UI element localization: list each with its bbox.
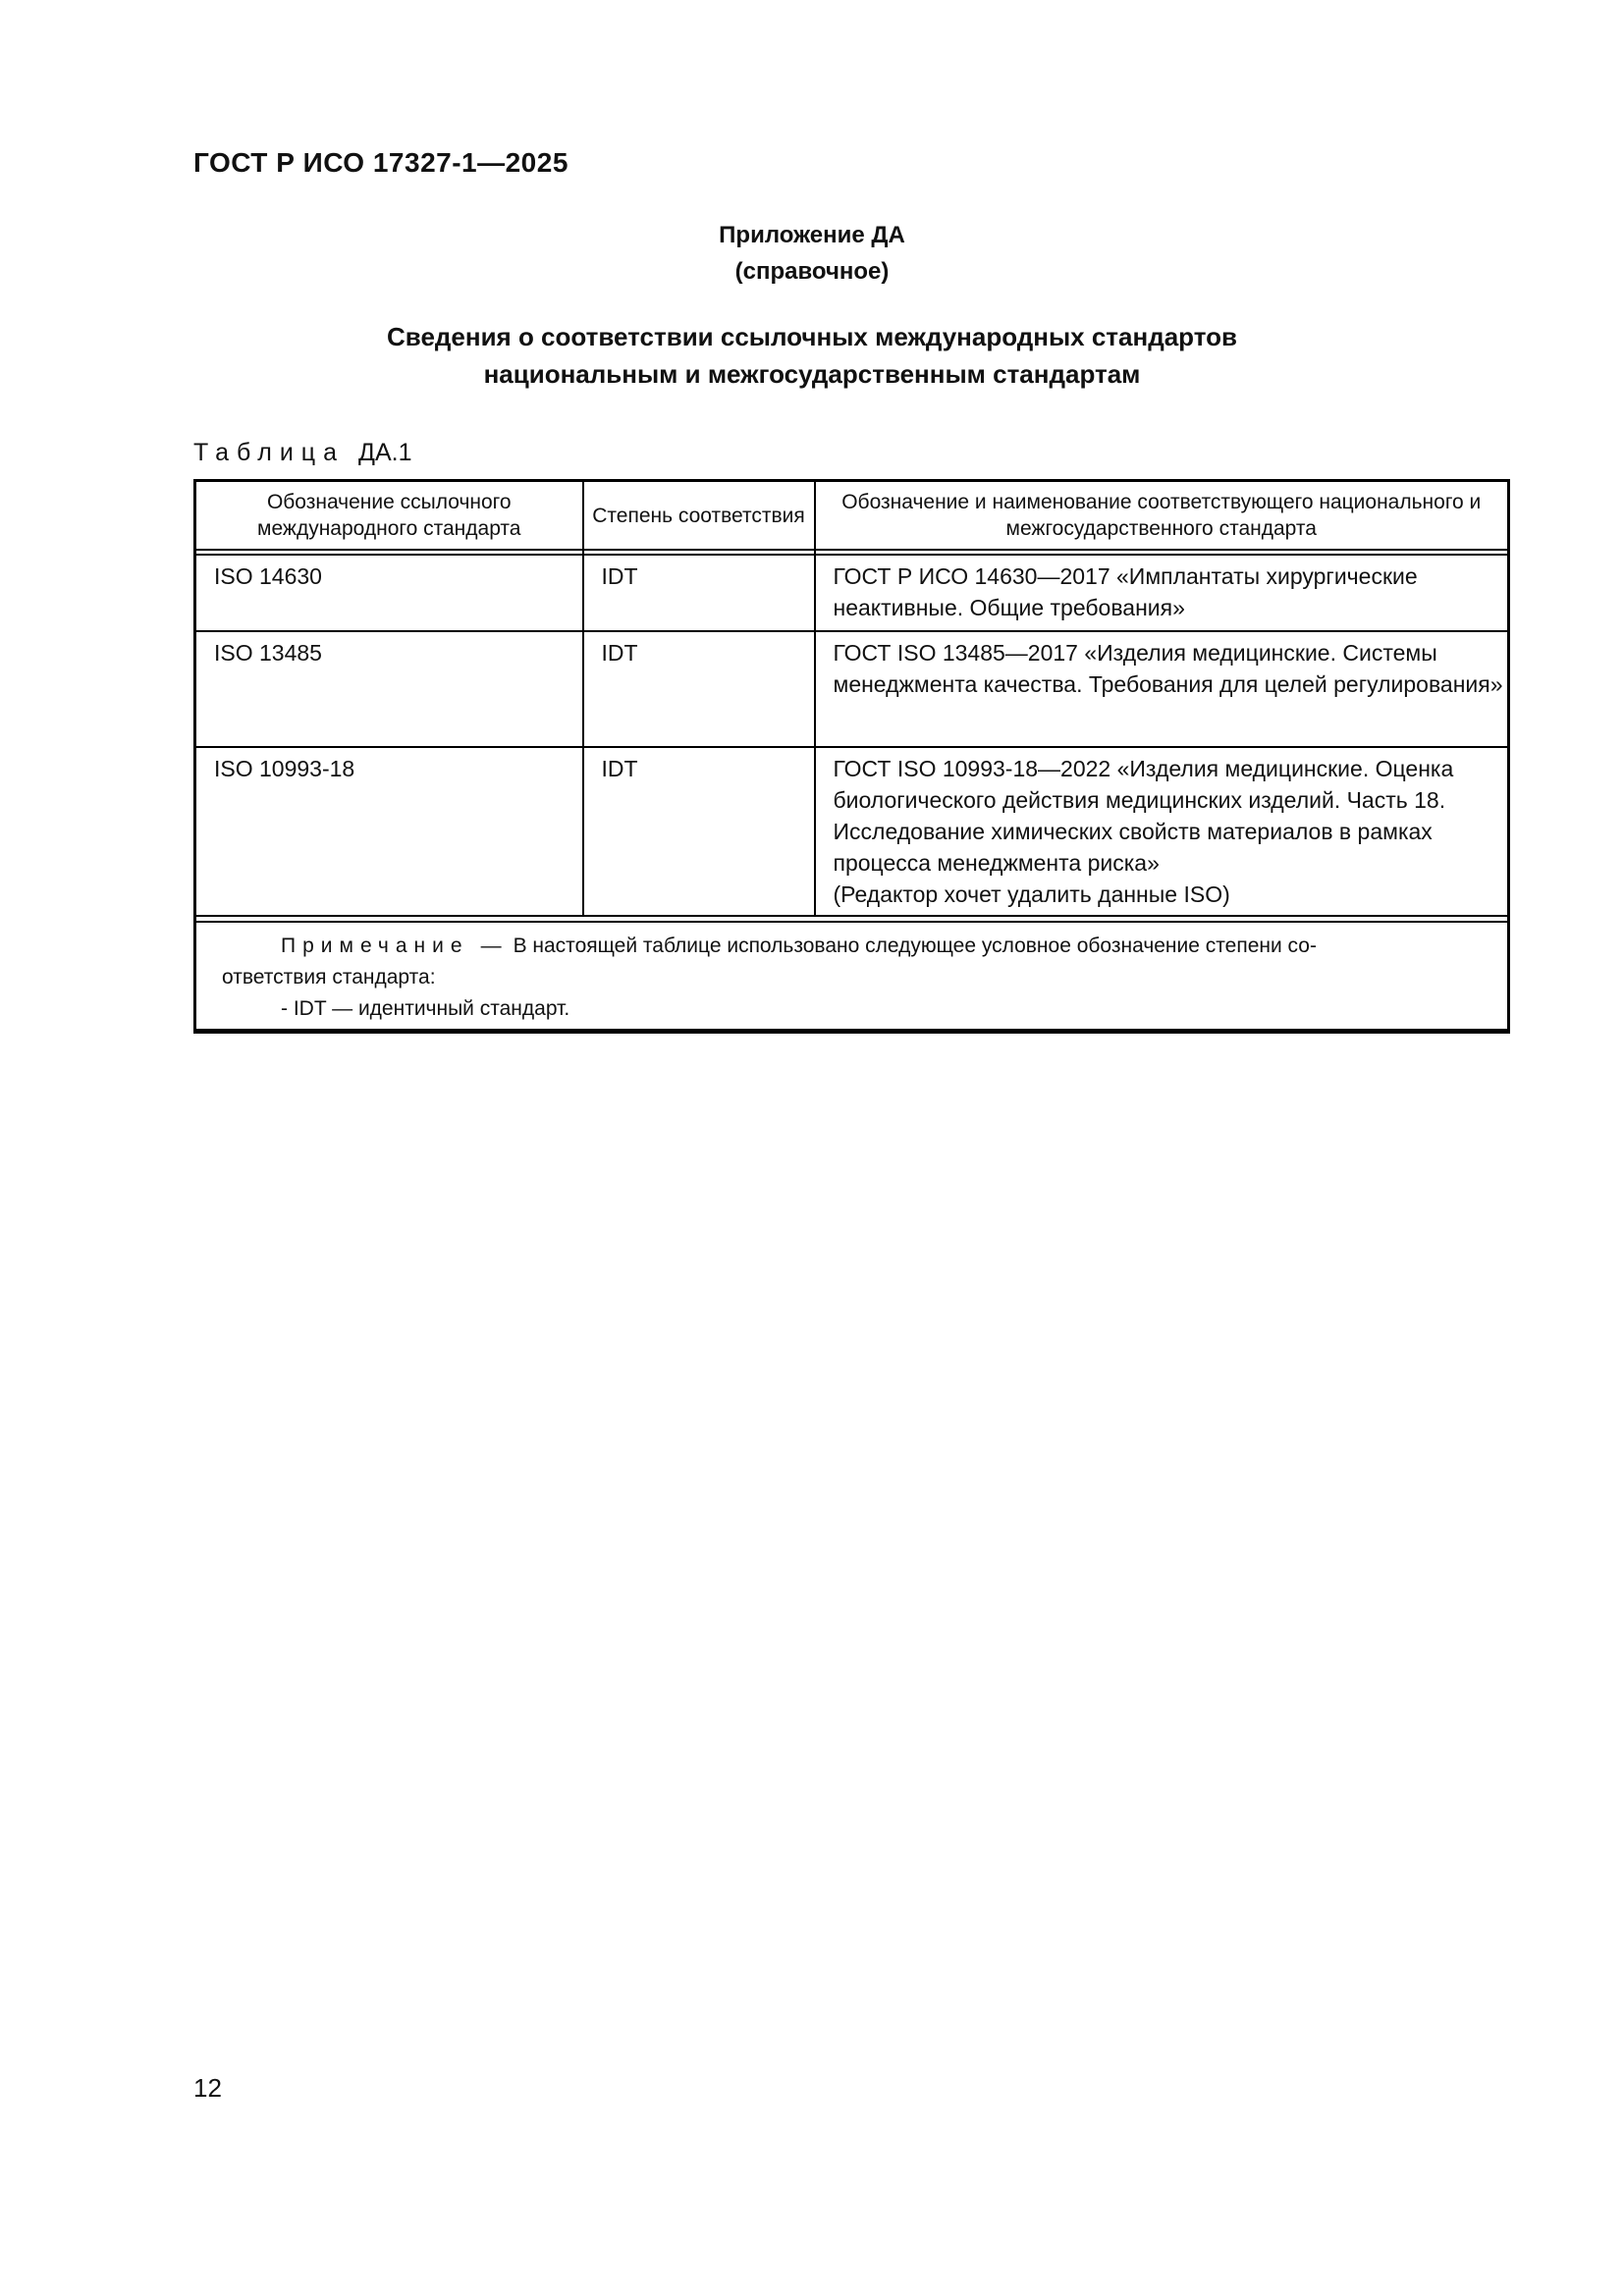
standard-code-header: ГОСТ Р ИСО 17327-1—2025 [193, 147, 568, 178]
appendix-title-line1: Сведения о соответствии ссылочных международных стандартов [387, 322, 1237, 351]
degree-cell: IDT [583, 555, 815, 631]
table-note [195, 922, 1509, 1032]
standard-cell [815, 631, 1509, 747]
note-continuation-line: ответствия стандарта: [222, 966, 436, 988]
table-caption-number: ДА.1 [358, 439, 412, 466]
note-text: В настоящей таблице использовано следующее условное обозначение степени со- [513, 934, 1317, 957]
table-note-row [195, 922, 1509, 1032]
appendix-title-line2: национальным и межгосударственным стандартам [483, 359, 1141, 389]
appendix-kind: (справочное) [734, 258, 890, 285]
reference-cell: ISO 13485 [195, 631, 583, 747]
standard-text: ГОСТ Р ИСО 14630—2017 «Имплантаты хирургические неактивные. Общие требования» [833, 563, 1418, 620]
col-header-national-standard: Обозначение и наименование соответствующего национального и межгосударственного стандарта [815, 481, 1509, 551]
col-header-reference-standard: Обозначение ссылочного международного стандарта [195, 481, 583, 551]
note-label: Примечание [281, 934, 469, 957]
page-number: 12 [193, 2073, 222, 2103]
table-row [195, 555, 1509, 631]
table-header-row [195, 481, 1509, 551]
editor-note: (Редактор хочет удалить данные ISO) [833, 881, 1230, 907]
degree-cell: IDT [583, 631, 815, 747]
correspondence-table [193, 479, 1510, 1034]
standard-text: ГОСТ ISO 10993-18—2022 «Изделия медицинские. Оценка биологического действия медицинских изделий. Часть 18. Исследование химических свойств материалов в рамках процесса менеджмента риска» [833, 756, 1454, 876]
table-row [195, 747, 1509, 916]
note-dash: — [480, 934, 502, 957]
table-row [195, 631, 1509, 747]
degree-cell: IDT [583, 747, 815, 916]
table-caption-label: Таблица [193, 439, 346, 466]
reference-cell: ISO 10993-18 [195, 747, 583, 916]
standard-cell [815, 555, 1509, 631]
table-caption [193, 439, 412, 467]
note-first-line [222, 931, 1488, 962]
standard-text: ГОСТ ISO 13485—2017 «Изделия медицинские. Системы менеджмента качества. Требования для целей регулирования» [833, 640, 1503, 697]
note-list-item: - IDT — идентичный стандарт. [281, 997, 570, 1020]
standard-cell [815, 747, 1509, 916]
reference-cell: ISO 14630 [195, 555, 583, 631]
col-header-degree: Степень соответствия [583, 481, 815, 551]
appendix-label: Приложение ДА [719, 222, 905, 248]
appendix-title [0, 318, 1624, 393]
